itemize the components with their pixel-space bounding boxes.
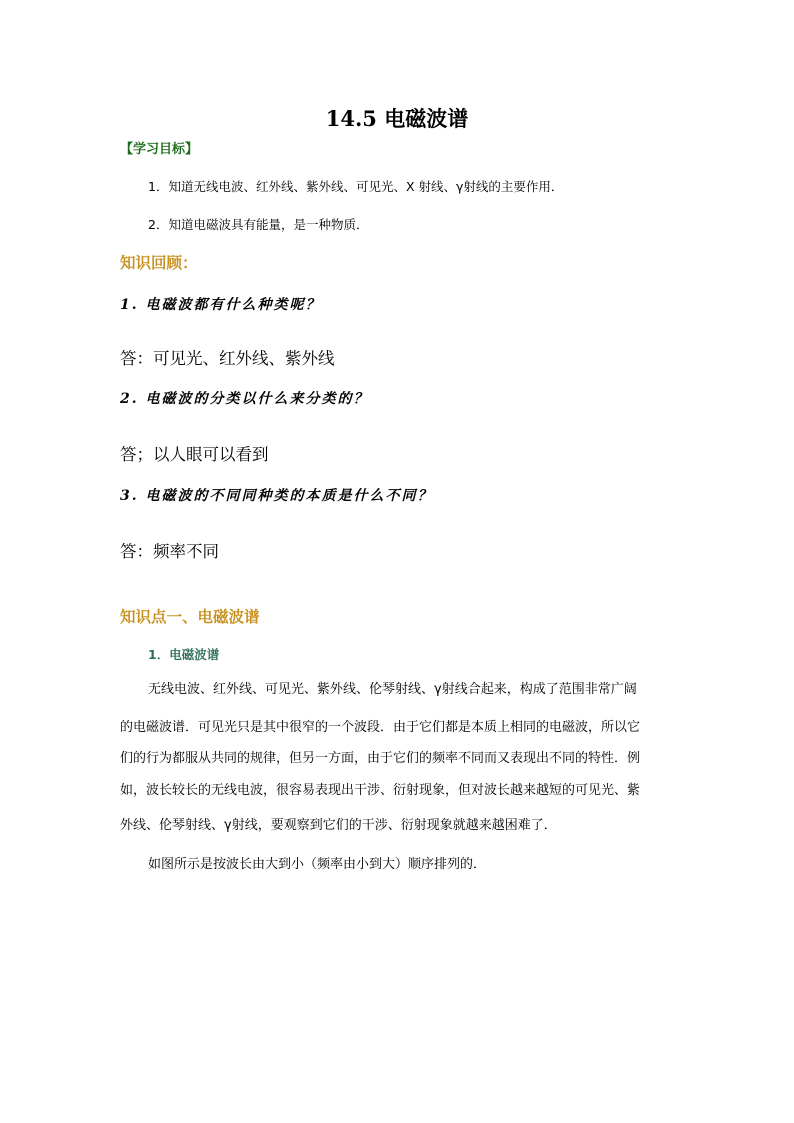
closing-line: 如图所示是按波长由大到小（频率由小到大）顺序排列的． (148, 857, 487, 872)
review-answer-1: 答：可见光、红外线、紫外线 (120, 349, 335, 368)
review-question-2: 2. 电磁波的分类以什么来分类的？ (120, 391, 370, 407)
learning-goal-item-2: 2．知道电磁波具有能量，是一种物质． (148, 217, 369, 232)
review-answer-3: 答：频率不同 (120, 542, 219, 561)
learning-goals-label: 【学习目标】 (120, 142, 199, 157)
learning-goal-item-1: 1．知道无线电波、红外线、紫外线、可见光、X 射线、γ射线的主要作用． (148, 179, 564, 194)
review-question-1: 1. 电磁波都有什么种类呢？ (120, 297, 322, 313)
paragraph-line-4: 如，波长较长的无线电波，很容易表现出干涉、衍射现象，但对波长越来越短的可见光、紫 (120, 783, 641, 798)
paragraph-line-1: 无线电波、红外线、可见光、紫外线、伦琴射线、γ射线合起来，构成了范围非常广阔 (148, 682, 637, 697)
review-answer-2: 答；以人眼可以看到 (120, 445, 269, 464)
knowledge-point-1-heading: 知识点一、电磁波谱 (120, 608, 260, 626)
knowledge-point-1-subheading: 1．电磁波谱 (148, 647, 220, 662)
paragraph-line-5: 外线、伦琴射线、γ射线，要观察到它们的干涉、衍射现象就越来越困难了． (120, 818, 557, 833)
paragraph-line-3: 们的行为都服从共同的规律，但另一方面，由于它们的频率不同而又表现出不同的特性．例 (120, 751, 641, 766)
page-title: 14.5 电磁波谱 (325, 106, 469, 131)
review-question-3: 3. 电磁波的不同同种类的本质是什么不同？ (120, 488, 434, 504)
paragraph-line-2: 的电磁波谱．可见光只是其中很窄的一个波段．由于它们都是本质上相同的电磁波，所以它 (120, 720, 641, 735)
review-heading: 知识回顾： (120, 254, 198, 272)
